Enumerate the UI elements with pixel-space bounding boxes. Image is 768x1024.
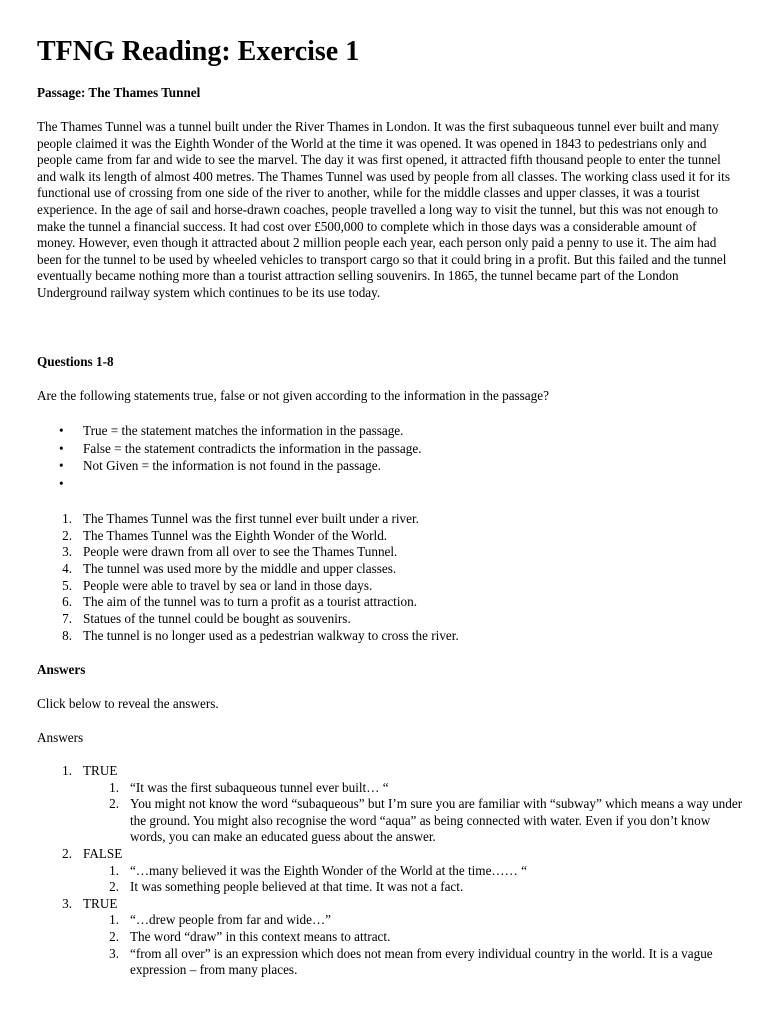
note-number: 2. [109,796,119,812]
statement-number: 3. [62,544,72,560]
page-title: TFNG Reading: Exercise 1 [37,36,360,67]
reveal-instruction: Click below to reveal the answers. [37,696,219,711]
statement-number: 7. [62,611,72,627]
passage-heading: Passage: The Thames Tunnel [37,85,201,100]
note-number: 2. [109,879,119,895]
answer-key-list [83,423,422,494]
answer-verdict: TRUE [83,763,118,778]
statement-text: The tunnel is no longer used as a pedestrian walkway to cross the river. [83,627,459,643]
statement-item [62,544,459,561]
answer-item [62,763,743,846]
statement-text: The tunnel was used more by the middle and upper classes. [83,561,397,577]
key-item-not-given: • Not Given = the information is not found in the passage. [83,458,422,476]
answers-list [62,763,743,979]
answer-number: 2. [62,845,72,861]
note-text: You might not know the word “subaqueous” but I’m sure you are familiar with “subway” which means a way under the ground. You might also recognise the word “aqua” as being connected with water. Even if you don’t know words, you can make an educated guess about the answer. [130,796,743,845]
answer-note [109,912,743,929]
answer-note [109,928,743,946]
questions-heading: Questions 1-8 [37,354,114,369]
statement-item [62,594,459,611]
key-item-empty [83,476,422,494]
statement-text: The Thames Tunnel was the Eighth Wonder of the World. [83,527,388,543]
answer-note [109,879,743,896]
statement-item [62,527,459,545]
statement-text: People were drawn from all over to see the Thames Tunnel. [83,544,398,560]
note-number: 1. [109,912,119,928]
answer-number: 1. [62,763,72,778]
answers-heading: Answers [37,662,86,677]
note-text: “…many believed it was the Eighth Wonder of the World at the time…… “ [130,862,527,878]
statement-number: 4. [62,561,72,577]
answer-note [109,796,743,846]
answer-verdict: TRUE [83,895,118,911]
note-number: 1. [109,862,119,878]
statement-item [62,611,459,628]
statement-text: People were able to travel by sea or land in those days. [83,577,373,593]
key-item-true: • True = the statement matches the information in the passage. [83,423,422,441]
statement-text: The aim of the tunnel was to turn a profit as a tourist attraction. [83,594,417,610]
statement-number: 6. [62,594,72,610]
answer-item [62,895,743,979]
statement-text: The Thames Tunnel was the first tunnel ever built under a river. [83,511,419,526]
answer-notes [83,912,743,978]
statement-item [62,511,459,528]
answer-note [109,862,743,880]
statement-number: 8. [62,627,72,643]
statement-item [62,561,459,578]
answer-note [109,945,743,979]
statement-item [62,577,459,595]
answer-item [62,845,743,896]
statement-text: Statues of the tunnel could be bought as souvenirs. [83,611,351,627]
note-text: “from all over” is an expression which does not mean from every individual country in the world. It is a vague expression – from many places. [130,945,713,978]
statement-number: 2. [62,527,72,543]
statement-number: 1. [62,511,72,526]
key-item-false: • False = the statement contradicts the information in the passage. [83,441,422,459]
answer-note [109,779,743,797]
statement-item [62,627,459,645]
note-number: 1. [109,779,119,795]
answer-verdict: FALSE [83,845,123,861]
note-text: The word “draw” in this context means to attract. [130,928,391,944]
note-text: It was something people believed at that time. It was not a fact. [130,879,464,895]
answer-notes [83,863,743,896]
answers-toggle[interactable]: Answers [37,730,84,745]
passage-text: The Thames Tunnel was a tunnel built under the River Thames in London. It was the first subaqueous tunnel ever built and many people claimed it was the Eighth Wonder of the World at the time it was opened. It was opened in 1843 to pedestrians only and people came from far and wide to see the marvel. The day it was first opened, it attracted fifth thousand people to enter the tunnel and walk its length of almost 400 metres. The Thames Tunnel was used by people from all classes. The working class used it for its functional use of crossing from one side of the river to another, while for the middle classes and upper classes, it was a tourist experience. In the age of sail and horse-drawn coaches, people travelled a long way to visit the tunnel, but this was not enough to make the tunnel a financial success. It had cost over £500,000 to complete which in those days was a considerable amount of money. However, even though it attracted about 2 million people each year, each person only paid a penny to use it. The aim had been for the tunnel to be used by wheeled vehicles to transport cargo so that it could bring in a profit. But this failed and the tunnel eventually became nothing more than a tourist attraction selling souvenirs. In 1865, the tunnel became part of the London Underground railway system which continues to be its use today. [37,119,730,300]
note-number: 3. [109,945,119,961]
questions-instructions: Are the following statements true, false or not given according to the information in the passage? [37,388,549,403]
note-number: 2. [109,928,119,944]
note-text: “…drew people from far and wide…” [130,912,332,928]
note-text: “It was the first subaqueous tunnel ever built… “ [130,779,389,795]
statement-number: 5. [62,577,72,593]
answer-notes [83,780,743,846]
answer-number: 3. [62,895,72,911]
statements-list [62,511,459,645]
